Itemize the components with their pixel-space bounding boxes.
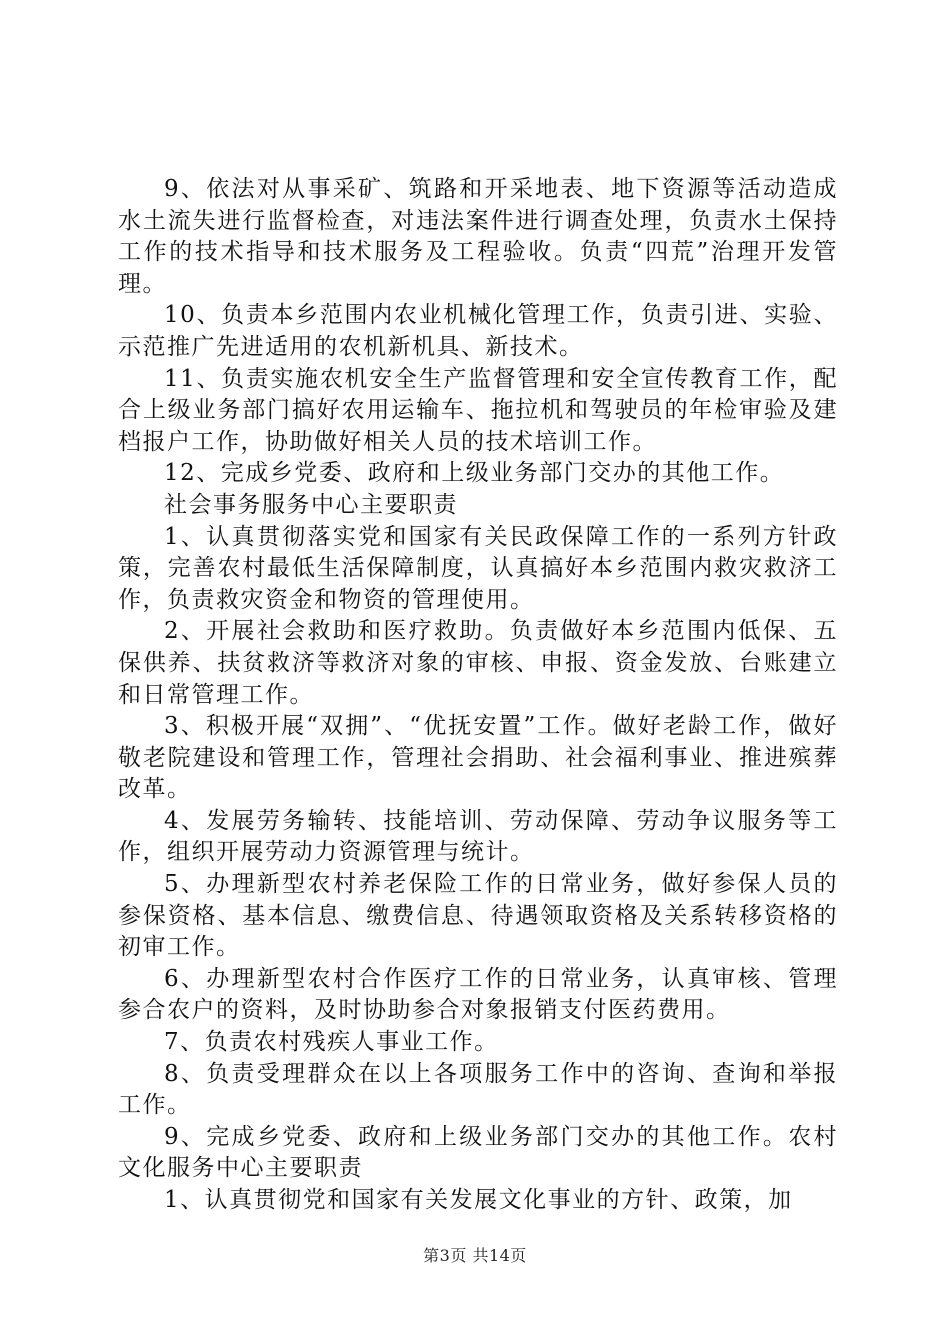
paragraph: 1、认真贯彻落实党和国家有关民政保障工作的一系列方针政策，完善农村最低生活保障制度，认真搞好本乡范围内救灾救济工作，负责救灾资金和物资的管理使用。 xyxy=(118,523,838,613)
document-body xyxy=(118,174,838,1217)
paragraph: 8、负责受理群众在以上各项服务工作中的咨询、查询和举报工作。 xyxy=(118,1060,838,1119)
paragraph: 7、负责农村残疾人事业工作。 xyxy=(164,1029,499,1056)
page-footer xyxy=(0,1243,950,1266)
paragraph: 4、发展劳务输转、技能培训、劳动保障、劳动争议服务等工作，组织开展劳动力资源管理与统计。 xyxy=(118,807,838,866)
paragraph: 9、依法对从事采矿、筑路和开采地表、地下资源等活动造成水土流失进行监督检查，对违法案件进行调查处理，负责水土保持工作的技术指导和技术服务及工程验收。负责“四荒”治理开发管理。 xyxy=(118,176,838,297)
paragraph: 5、办理新型农村养老保险工作的日常业务，做好参保人员的参保资格、基本信息、缴费信息、待遇领取资格及关系转移资格的初审工作。 xyxy=(118,871,838,961)
paragraph: 1、认真贯彻党和国家有关发展文化事业的方针、政策，加 xyxy=(164,1187,793,1213)
section-heading: 社会事务服务中心主要职责 xyxy=(164,491,458,518)
paragraph: 10、负责本乡范围内农业机械化管理工作，负责引进、实验、示范推广先进适用的农机新机具、新技术。 xyxy=(118,302,838,360)
paragraph: 9、完成乡党委、政府和上级业务部门交办的其他工作。农村文化服务中心主要职责 xyxy=(118,1123,838,1182)
page-number-label: 第3页 共14页 xyxy=(423,1246,527,1265)
paragraph: 2、开展社会救助和医疗救助。负责做好本乡范围内低保、五保供养、扶贫救济等救济对象的审核、申报、资金发放、台账建立和日常管理工作。 xyxy=(118,618,838,708)
paragraph: 11、负责实施农机安全生产监督管理和安全宣传教育工作，配合上级业务部门搞好农用运输车、拖拉机和驾驶员的年检审验及建档报户工作，协助做好相关人员的技术培训工作。 xyxy=(118,365,838,455)
paragraph: 12、完成乡党委、政府和上级业务部门交办的其他工作。 xyxy=(164,460,785,487)
paragraph: 3、积极开展“双拥”、“优抚安置”工作。做好老龄工作，做好敬老院建设和管理工作，管理社会捐助、社会福利事业、推进殡葬改革。 xyxy=(118,713,838,803)
paragraph: 6、办理新型农村合作医疗工作的日常业务，认真审核、管理参合农户的资料，及时协助参合对象报销支付医药费用。 xyxy=(118,965,838,1024)
